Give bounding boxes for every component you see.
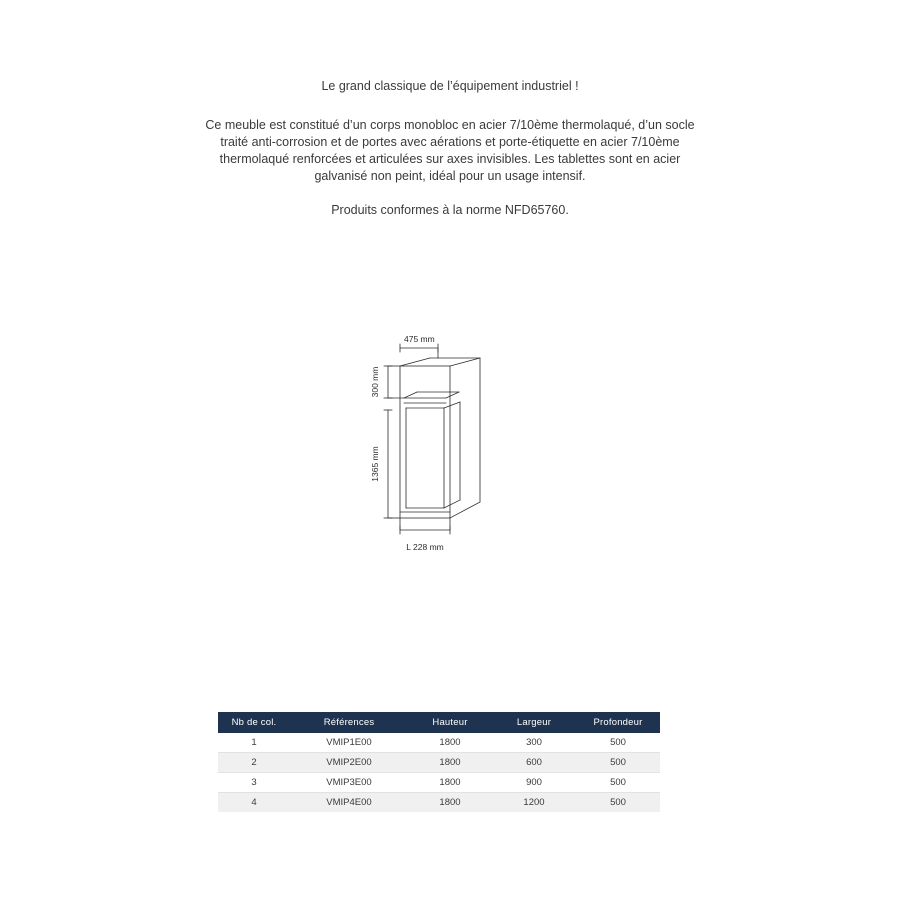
table-header-row bbox=[218, 712, 660, 733]
cabinet-perspective-svg bbox=[360, 330, 560, 600]
cell-reference: VMIP3E00 bbox=[290, 773, 408, 793]
cell-nb-col: 2 bbox=[218, 753, 290, 773]
cell-profondeur: 500 bbox=[576, 773, 660, 793]
top-dim-label: 475 mm bbox=[404, 334, 435, 344]
specifications-table bbox=[218, 712, 660, 812]
specifications-table-wrapper bbox=[218, 712, 660, 812]
table-row bbox=[218, 733, 660, 753]
cell-largeur: 600 bbox=[492, 753, 576, 773]
column-header-references: Références bbox=[290, 712, 408, 733]
cell-profondeur: 500 bbox=[576, 753, 660, 773]
table-body bbox=[218, 733, 660, 812]
lower-height-dim-label: 1365 mm bbox=[370, 446, 380, 482]
table-row bbox=[218, 753, 660, 773]
cell-hauteur: 1800 bbox=[408, 753, 492, 773]
cell-largeur: 900 bbox=[492, 773, 576, 793]
cell-largeur: 1200 bbox=[492, 793, 576, 813]
bottom-depth-dim-label: L 228 mm bbox=[406, 542, 444, 552]
column-header-hauteur: Hauteur bbox=[408, 712, 492, 733]
product-description-block bbox=[200, 78, 700, 236]
product-description: Ce meuble est constitué d’un corps monobloc en acier 7/10ème thermolaqué, d’un socle traité anti-corrosion et de portes avec aérations et porte-étiquette en acier 7/10ème thermolaqué renforcées et articulées sur axes invisibles. Les tablettes sont en acier galvanisé non peint, idéal pour un usage intensif. bbox=[205, 118, 695, 183]
cell-reference: VMIP1E00 bbox=[290, 733, 408, 753]
cell-profondeur: 500 bbox=[576, 793, 660, 813]
cell-nb-col: 3 bbox=[218, 773, 290, 793]
cell-profondeur: 500 bbox=[576, 733, 660, 753]
cell-reference: VMIP2E00 bbox=[290, 753, 408, 773]
cell-nb-col: 1 bbox=[218, 733, 290, 753]
table-row bbox=[218, 773, 660, 793]
cell-hauteur: 1800 bbox=[408, 733, 492, 753]
cabinet-front-face bbox=[400, 366, 450, 518]
cell-hauteur: 1800 bbox=[408, 773, 492, 793]
column-header-profondeur: Profondeur bbox=[576, 712, 660, 733]
table-row bbox=[218, 793, 660, 813]
product-tagline: Le grand classique de l’équipement industriel ! bbox=[321, 79, 579, 93]
cell-hauteur: 1800 bbox=[408, 793, 492, 813]
product-norm: Produits conformes à la norme NFD65760. bbox=[331, 203, 569, 217]
technical-drawing bbox=[360, 330, 560, 600]
cell-largeur: 300 bbox=[492, 733, 576, 753]
table-header bbox=[218, 712, 660, 733]
upper-height-dim-label: 300 mm bbox=[370, 366, 380, 398]
column-header-nb-col: Nb de col. bbox=[218, 712, 290, 733]
cell-nb-col: 4 bbox=[218, 793, 290, 813]
cell-reference: VMIP4E00 bbox=[290, 793, 408, 813]
column-header-largeur: Largeur bbox=[492, 712, 576, 733]
